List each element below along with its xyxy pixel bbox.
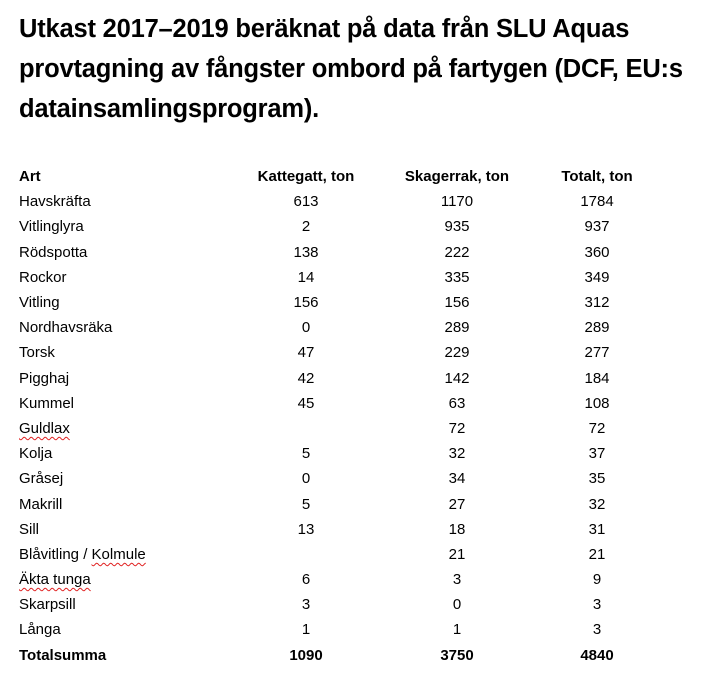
cell-art: Rödspotta xyxy=(19,243,88,261)
cell-totalt: 277 xyxy=(584,344,610,362)
cell-kattegatt xyxy=(235,542,377,567)
total-skagerrak: 3750 xyxy=(440,646,474,664)
cell-art xyxy=(19,416,235,441)
cell-skagerrak: 3 xyxy=(452,571,462,589)
cell-kattegatt: 5 xyxy=(301,495,311,513)
cell-art: Torsk xyxy=(19,344,55,362)
table-row xyxy=(19,542,657,567)
cell-art xyxy=(19,542,235,567)
cell-art: Långa xyxy=(19,621,61,639)
cell-totalt: 360 xyxy=(584,243,610,261)
cell-kattegatt: 0 xyxy=(301,470,311,488)
cell-skagerrak: 222 xyxy=(444,243,470,261)
cell-skagerrak: 935 xyxy=(444,218,470,236)
table-row xyxy=(19,366,657,391)
total-totalt: 4840 xyxy=(580,646,614,664)
table-row xyxy=(19,340,657,365)
cell-skagerrak: 1 xyxy=(452,621,462,639)
cell-skagerrak: 229 xyxy=(444,344,470,362)
table-row xyxy=(19,416,657,441)
cell-totalt: 32 xyxy=(588,495,606,513)
cell-kattegatt: 613 xyxy=(293,193,319,211)
table-row xyxy=(19,466,657,491)
cell-art: Pigghaj xyxy=(19,369,70,387)
cell-kattegatt: 1 xyxy=(301,621,311,639)
cell-art: Sill xyxy=(19,520,40,538)
table-row xyxy=(19,240,657,265)
table-row xyxy=(19,567,657,592)
cell-totalt: 35 xyxy=(588,470,606,488)
cell-art: Vitlinglyra xyxy=(19,218,84,236)
cell-kattegatt: 45 xyxy=(297,394,315,412)
cell-skagerrak: 335 xyxy=(444,268,470,286)
table-row xyxy=(19,189,657,214)
cell-skagerrak: 1170 xyxy=(440,193,474,211)
cell-art: Kummel xyxy=(19,394,75,412)
cell-skagerrak: 21 xyxy=(448,545,466,563)
table-row xyxy=(19,491,657,516)
cell-skagerrak: 18 xyxy=(448,520,466,538)
cell-skagerrak: 289 xyxy=(444,319,470,337)
table-row xyxy=(19,617,657,642)
cell-totalt: 72 xyxy=(588,419,606,437)
spellcheck-marked-word: Kolmule xyxy=(91,545,146,563)
cell-totalt: 37 xyxy=(588,445,606,463)
cell-art: Kolja xyxy=(19,445,53,463)
header-skagerrak: Skagerrak, ton xyxy=(404,168,510,186)
cell-totalt: 1784 xyxy=(580,193,614,211)
header-art: Art xyxy=(19,168,41,186)
cell-totalt: 312 xyxy=(584,294,610,312)
cell-skagerrak: 72 xyxy=(448,419,466,437)
cell-skagerrak: 142 xyxy=(444,369,470,387)
cell-totalt: 937 xyxy=(584,218,610,236)
table-total-row xyxy=(19,643,657,668)
document-title: Utkast 2017–2019 beräknat på data från SLU Aquas provtagning av fångster ombord på fartygen (DCF, EU:s datainsamlingsprogram). xyxy=(19,15,683,123)
cell-art xyxy=(19,567,235,592)
cell-kattegatt: 5 xyxy=(301,445,311,463)
spellcheck-marked-word: Guldlax xyxy=(19,419,70,437)
cell-kattegatt: 47 xyxy=(297,344,315,362)
cell-skagerrak: 32 xyxy=(448,445,466,463)
table-row xyxy=(19,315,657,340)
catch-table xyxy=(19,164,657,668)
cell-totalt: 289 xyxy=(584,319,610,337)
cell-skagerrak: 34 xyxy=(448,470,466,488)
table-row xyxy=(19,214,657,239)
spellcheck-marked-word: Äkta tunga xyxy=(19,571,91,589)
cell-art: Makrill xyxy=(19,495,63,513)
cell-kattegatt: 3 xyxy=(301,596,311,614)
cell-totalt: 3 xyxy=(592,621,602,639)
total-label: Totalsumma xyxy=(19,646,107,664)
table-row xyxy=(19,391,657,416)
table-row xyxy=(19,517,657,542)
header-totalt: Totalt, ton xyxy=(561,168,633,186)
cell-skagerrak: 27 xyxy=(448,495,466,513)
cell-kattegatt: 13 xyxy=(297,520,315,538)
cell-art: Vitling xyxy=(19,294,60,312)
cell-totalt: 349 xyxy=(584,268,610,286)
table-header-row xyxy=(19,164,657,189)
table-row xyxy=(19,592,657,617)
table-row xyxy=(19,265,657,290)
cell-totalt: 31 xyxy=(588,520,606,538)
cell-art-prefix: Blåvitling / xyxy=(19,545,92,563)
cell-kattegatt: 2 xyxy=(301,218,311,236)
cell-totalt: 21 xyxy=(588,545,606,563)
cell-art: Skarpsill xyxy=(19,596,76,614)
cell-art: Rockor xyxy=(19,268,67,286)
cell-kattegatt: 156 xyxy=(293,294,319,312)
cell-skagerrak: 63 xyxy=(448,394,466,412)
cell-kattegatt: 6 xyxy=(301,571,311,589)
cell-kattegatt: 0 xyxy=(301,319,311,337)
cell-art: Gråsej xyxy=(19,470,64,488)
table-row xyxy=(19,441,657,466)
cell-totalt: 9 xyxy=(592,571,602,589)
cell-kattegatt: 14 xyxy=(297,268,315,286)
cell-art: Havskräfta xyxy=(19,193,91,211)
cell-art: Nordhavsräka xyxy=(19,319,113,337)
cell-totalt: 108 xyxy=(584,394,610,412)
cell-skagerrak: 156 xyxy=(444,294,470,312)
cell-kattegatt: 138 xyxy=(293,243,319,261)
cell-kattegatt xyxy=(235,416,377,441)
cell-skagerrak: 0 xyxy=(452,596,462,614)
table-row xyxy=(19,290,657,315)
cell-totalt: 3 xyxy=(592,596,602,614)
header-kattegatt: Kattegatt, ton xyxy=(257,168,355,186)
cell-totalt: 184 xyxy=(584,369,610,387)
cell-kattegatt: 42 xyxy=(297,369,315,387)
total-kattegatt: 1090 xyxy=(289,646,323,664)
